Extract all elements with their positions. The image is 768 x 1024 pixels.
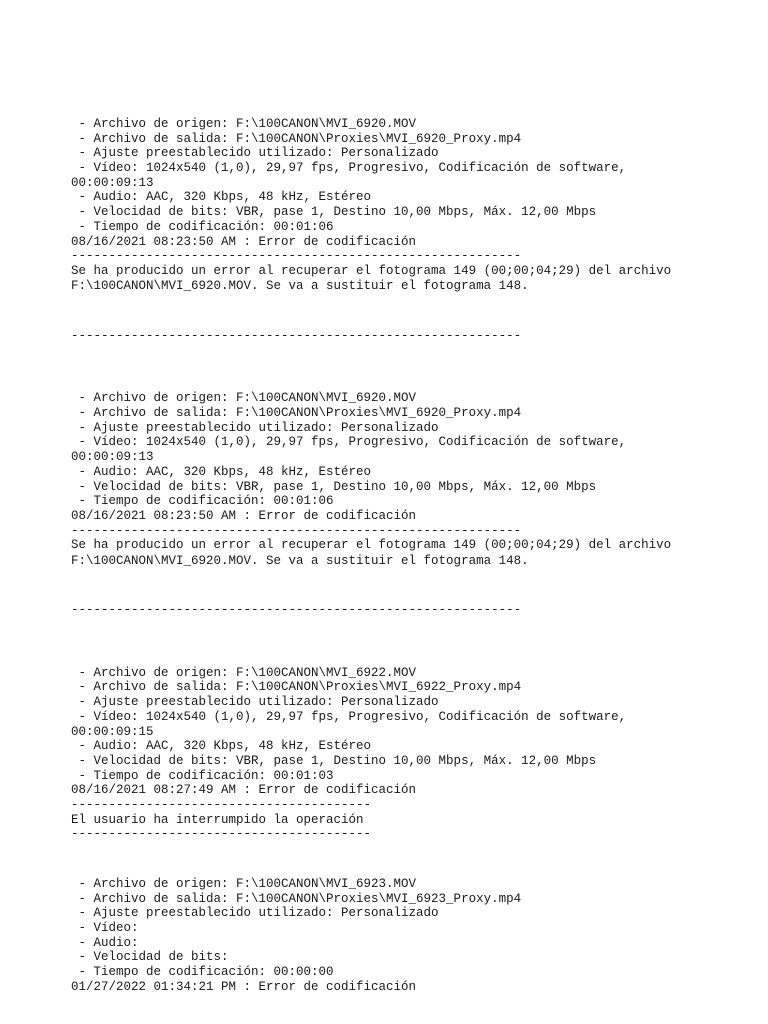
separator-rule: ---------------------------------------- [71, 797, 372, 812]
encoding-error-log [71, 117, 761, 995]
video-duration-line: 00:00:09:15 [71, 724, 154, 739]
output-file-line: - Archivo de salida: F:\100CANON\Proxies\MVI_6920_Proxy.mp4 [71, 406, 522, 421]
bitrate-line: - Velocidad de bits: [71, 950, 229, 965]
separator-rule: ------------------------------------------------------------ [71, 328, 522, 343]
video-line: - Vídeo: 1024x540 (1,0), 29,97 fps, Progresivo, Codificación de software, [71, 435, 627, 450]
encoding-time-line: - Tiempo de codificación: 00:01:06 [71, 219, 334, 234]
preset-line: - Ajuste preestablecido utilizado: Personalizado [71, 146, 439, 161]
separator-rule: ------------------------------------------------------------ [71, 249, 522, 264]
bitrate-line: - Velocidad de bits: VBR, pase 1, Destino 10,00 Mbps, Máx. 12,00 Mbps [71, 479, 597, 494]
bitrate-line: - Velocidad de bits: VBR, pase 1, Destino 10,00 Mbps, Máx. 12,00 Mbps [71, 205, 597, 220]
source-file-line: - Archivo de origen: F:\100CANON\MVI_6922.MOV [71, 665, 417, 680]
error-timestamp-line: 08/16/2021 08:27:49 AM : Error de codificación [71, 783, 417, 798]
video-line: - Vídeo: [71, 921, 139, 936]
audio-line: - Audio: AAC, 320 Kbps, 48 kHz, Estéreo [71, 190, 372, 205]
separator-rule: ------------------------------------------------------------ [71, 603, 522, 618]
source-file-line: - Archivo de origen: F:\100CANON\MVI_6923.MOV [71, 877, 417, 891]
error-timestamp-line: 08/16/2021 08:23:50 AM : Error de codificación [71, 508, 417, 523]
log-entry [71, 666, 761, 842]
output-file-line: - Archivo de salida: F:\100CANON\Proxies\MVI_6922_Proxy.mp4 [71, 680, 522, 695]
bitrate-line: - Velocidad de bits: VBR, pase 1, Destino 10,00 Mbps, Máx. 12,00 Mbps [71, 753, 597, 768]
output-file-line: - Archivo de salida: F:\100CANON\Proxies\MVI_6923_Proxy.mp4 [71, 891, 522, 906]
video-duration-line: 00:00:09:13 [71, 450, 154, 465]
separator-rule: ------------------------------------------------------------ [71, 523, 522, 538]
video-line: - Vídeo: 1024x540 (1,0), 29,97 fps, Progresivo, Codificación de software, [71, 709, 627, 724]
audio-line: - Audio: [71, 935, 139, 950]
preset-line: - Ajuste preestablecido utilizado: Personalizado [71, 906, 439, 921]
error-message: Se ha producido un error al recuperar el fotograma 149 (00;00;04;29) del archivo F:\100CANON\MVI_6920.MOV. Se va a sustituir el fotograma 148. [71, 263, 679, 294]
error-message: El usuario ha interrumpido la operación [71, 812, 364, 827]
preset-line: - Ajuste preestablecido utilizado: Personalizado [71, 695, 439, 710]
encoding-time-line: - Tiempo de codificación: 00:00:00 [71, 965, 334, 980]
error-message: Se ha producido un error al recuperar el fotograma 149 (00;00;04;29) del archivo F:\100CANON\MVI_6920.MOV. Se va a sustituir el fotograma 148. [71, 538, 679, 568]
log-entry [71, 391, 761, 617]
audio-line: - Audio: AAC, 320 Kbps, 48 kHz, Estéreo [71, 464, 372, 479]
source-file-line: - Archivo de origen: F:\100CANON\MVI_6920.MOV [71, 391, 417, 406]
log-entry [71, 117, 761, 343]
source-file-line: - Archivo de origen: F:\100CANON\MVI_6920.MOV [71, 117, 417, 131]
video-line: - Vídeo: 1024x540 (1,0), 29,97 fps, Progresivo, Codificación de software, [71, 161, 627, 176]
log-entry [71, 877, 761, 995]
video-duration-line: 00:00:09:13 [71, 175, 154, 190]
error-timestamp-line: 01/27/2022 01:34:21 PM : Error de codificación [71, 979, 417, 994]
separator-rule: ---------------------------------------- [71, 827, 372, 842]
encoding-time-line: - Tiempo de codificación: 00:01:03 [71, 768, 334, 783]
output-file-line: - Archivo de salida: F:\100CANON\Proxies\MVI_6920_Proxy.mp4 [71, 131, 522, 146]
audio-line: - Audio: AAC, 320 Kbps, 48 kHz, Estéreo [71, 739, 372, 754]
encoding-time-line: - Tiempo de codificación: 00:01:06 [71, 494, 334, 509]
error-timestamp-line: 08/16/2021 08:23:50 AM : Error de codificación [71, 234, 417, 249]
preset-line: - Ajuste preestablecido utilizado: Personalizado [71, 420, 439, 435]
